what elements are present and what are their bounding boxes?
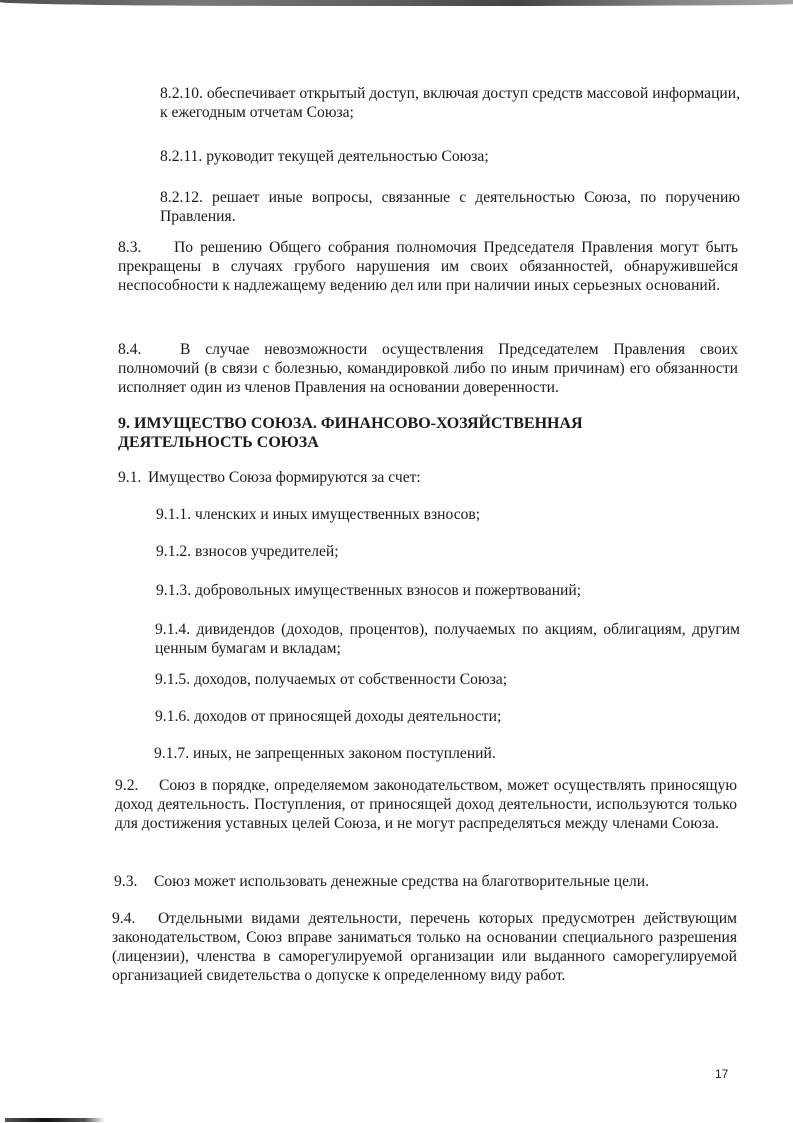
clause-8-2-11 [160, 147, 740, 166]
clause-number: 8.3. [118, 239, 142, 256]
clause-text: Союз в порядке, определяемом законодательством, может осуществлять приносящую доход деятельность. Поступления, от приносящей доход деятельности, используются только для достижения уставных целей Союза, и не могут распределяться между членами Союза. [115, 777, 737, 832]
clause-number: 9.1.1. [156, 506, 192, 523]
clause-9-2 [115, 776, 737, 833]
clause-9-1-7 [154, 744, 739, 763]
clause-9-3 [114, 872, 736, 891]
clause-9-4 [112, 909, 737, 985]
clause-number: 8.4. [118, 341, 142, 358]
clause-text: Отдельными видами деятельности, перечень которых предусмотрен действующим законодательством, Союз вправе заниматься только на основании специального разрешения (лицензии), членства в саморегулируемой организации или выданного саморегулируемой организацией свидетельства о допуске к определенному виду работ. [112, 910, 737, 984]
section-heading [118, 414, 583, 452]
clause-number: 8.2.12. [160, 189, 203, 206]
clause-text: членских и иных имущественных взносов; [195, 506, 481, 523]
clause-text: иных, не запрещенных законом поступлений. [193, 745, 496, 762]
section-heading-line-2: ДЕЯТЕЛЬНОСТЬ СОЮЗА [118, 434, 319, 451]
clause-text: доходов, получаемых от собственности Союза; [194, 671, 508, 688]
clause-8-3 [118, 238, 738, 295]
clause-text: добровольных имущественных взносов и пожертвований; [195, 582, 582, 599]
clause-text: По решению Общего собрания полномочия Председателя Правления могут быть прекращены в случаях грубого нарушения им своих обязанностей, обнаружившейся неспособности к надлежащему ведению дел или при наличии иных серьезных оснований. [118, 239, 738, 294]
page-number: 17 [715, 1067, 729, 1081]
clause-number: 9.3. [114, 873, 138, 890]
clause-9-1-1 [156, 505, 738, 524]
section-heading-line-1: 9. ИМУЩЕСТВО СОЮЗА. ФИНАНСОВО-ХОЗЯЙСТВЕННАЯ [118, 415, 583, 432]
clause-text: Имущество Союза формируются за счет: [148, 469, 421, 486]
clause-number: 8.2.10. [160, 85, 203, 102]
clause-9-1-5 [155, 670, 740, 689]
scan-edge-bottom [5, 1118, 105, 1122]
clause-number: 9.1.6. [155, 708, 191, 725]
clause-number: 8.2.11. [160, 148, 203, 165]
clause-number: 9.1.2. [156, 543, 192, 560]
clause-number: 9.1.7. [154, 745, 190, 762]
clause-number: 9.4. [112, 910, 136, 927]
clause-number: 9.1.5. [155, 671, 191, 688]
clause-number: 9.1.3. [156, 582, 192, 599]
clause-text: решает иные вопросы, связанные с деятельностью Союза, по поручению Правления. [160, 189, 740, 225]
clause-text: В случае невозможности осуществления Председателем Правления своих полномочий (в связи с болезнью, командировкой либо по иным причинам) его обязанности исполняет один из членов Правления на основании доверенности. [118, 341, 738, 396]
clause-text: доходов от приносящей доходы деятельности; [194, 708, 502, 725]
clause-number: 9.1.4. [155, 621, 191, 638]
clause-9-1-2 [156, 542, 738, 561]
clause-9-1-3 [156, 581, 738, 600]
clause-8-2-10 [160, 84, 740, 122]
clause-9-1 [118, 468, 738, 487]
clause-text: Союз может использовать денежные средства на благотворительные цели. [154, 873, 650, 890]
clause-8-4 [118, 340, 738, 397]
clause-text: обеспечивает открытый доступ, включая доступ средств массовой информации, к ежегодным отчетам Союза; [160, 85, 740, 121]
clause-text: руководит текущей деятельностью Союза; [206, 148, 489, 165]
clause-number: 9.1. [118, 469, 142, 486]
clause-text: взносов учредителей; [195, 543, 339, 560]
clause-8-2-12 [160, 188, 740, 226]
clause-number: 9.2. [115, 777, 139, 794]
clause-text: дивидендов (доходов, процентов), получаемых по акциям, облигациям, другим ценным бумагам и вкладам; [155, 621, 741, 657]
clause-9-1-6 [155, 707, 740, 726]
clause-9-1-4 [155, 620, 740, 658]
